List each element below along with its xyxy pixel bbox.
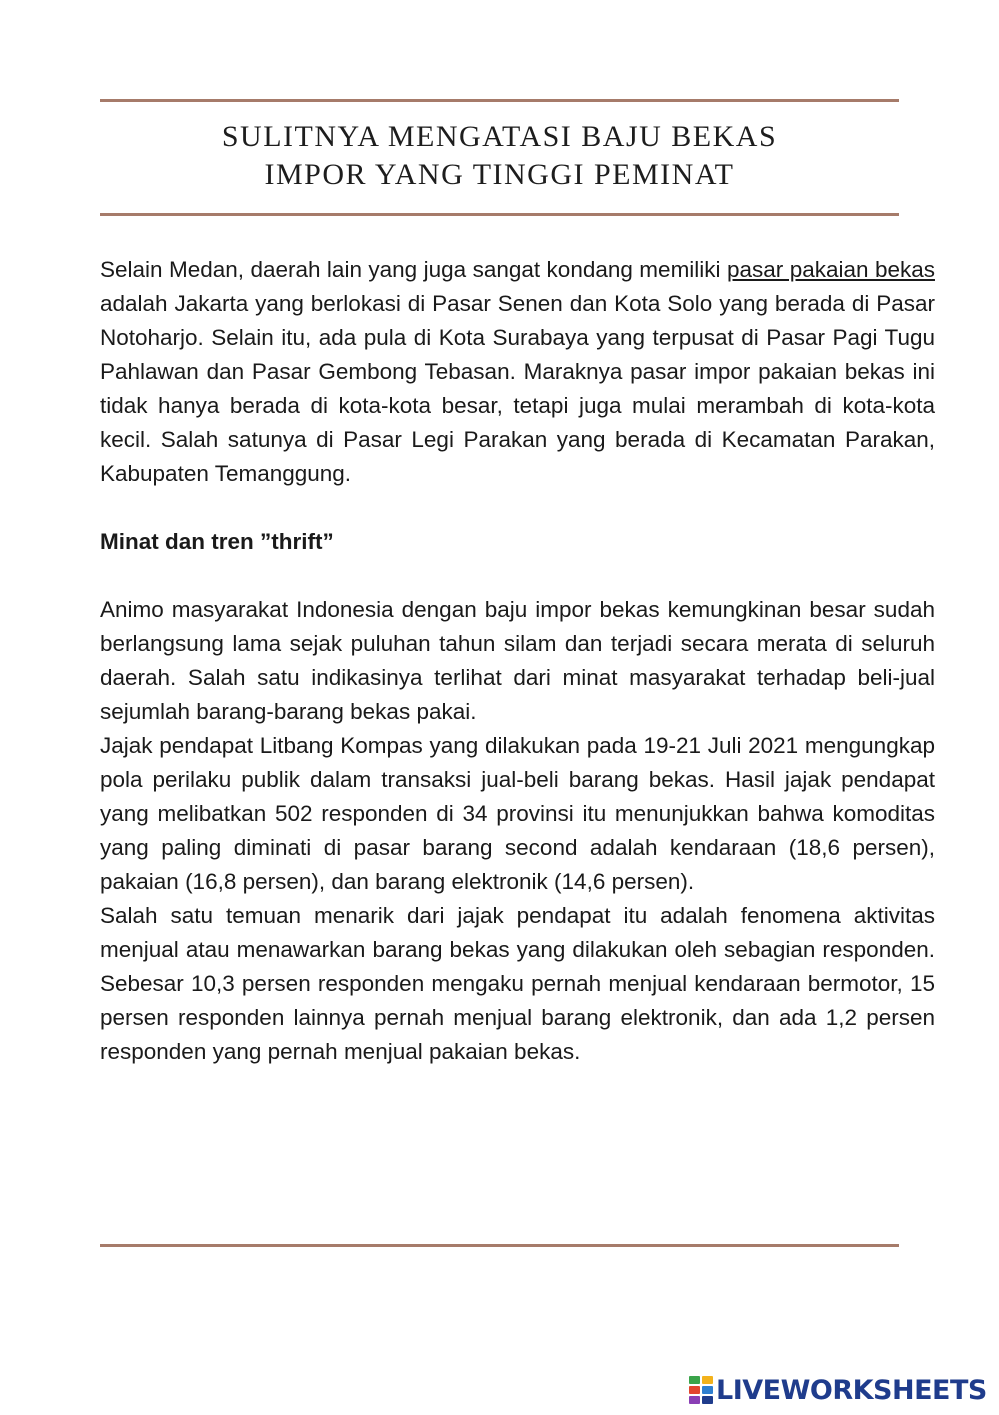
title-line-1: SULITNYA MENGATASI BAJU BEKAS (221, 120, 778, 153)
top-divider (100, 99, 899, 102)
title-divider (100, 213, 899, 216)
liveworksheets-logo-text: LIVEWORKSHEETS (716, 1374, 987, 1406)
liveworksheets-watermark (689, 1374, 987, 1406)
bottom-divider (100, 1244, 899, 1247)
liveworksheets-logo-icon (689, 1376, 713, 1404)
intro-text-before-link: Selain Medan, daerah lain yang juga sangat kondang memiliki (100, 257, 727, 282)
article-body (100, 253, 935, 1069)
pasar-pakaian-bekas-link[interactable]: pasar pakaian bekas (726, 257, 935, 282)
paragraph-jajak-pendapat: Jajak pendapat Litbang Kompas yang dilakukan pada 19-21 Juli 2021 mengungkap pola perilaku publik dalam transaksi jual-beli barang bekas. Hasil jajak pendapat yang melibatkan 502 responden di 34 provinsi itu menunjukkan bahwa komoditas yang paling diminati di pasar barang second adalah kendaraan (18,6 persen), pakaian (16,8 persen), dan barang elektronik (14,6 persen). (100, 733, 935, 894)
section-heading: Minat dan tren ”thrift” (100, 529, 334, 554)
intro-text-after-link: adalah Jakarta yang berlokasi di Pasar Senen dan Kota Solo yang berada di Pasar Notoharjo. Selain itu, ada pula di Kota Surabaya yang terpusat di Pasar Pagi Tugu Pahlawan dan Pasar Gembong Tebasan. Maraknya pasar impor pakaian bekas ini tidak hanya berada di kota-kota besar, tetapi juga mulai merambah di kota-kota kecil. Salah satunya di Pasar Legi Parakan yang berada di Kecamatan Parakan, Kabupaten Temanggung. (100, 291, 935, 486)
intro-paragraph (100, 253, 935, 491)
title-line-2: IMPOR YANG TINGGI PEMINAT (264, 158, 735, 191)
document-title (100, 118, 899, 194)
paragraph-animo: Animo masyarakat Indonesia dengan baju impor bekas kemungkinan besar sudah berlangsung lama sejak puluhan tahun silam dan terjadi secara merata di seluruh daerah. Salah satu indikasinya terlihat dari minat masyarakat terhadap beli-jual sejumlah barang-barang bekas pakai. (100, 597, 935, 724)
paragraph-temuan: Salah satu temuan menarik dari jajak pendapat itu adalah fenomena aktivitas menjual atau menawarkan barang bekas yang dilakukan oleh sebagian responden. Sebesar 10,3 persen responden mengaku pernah menjual kendaraan bermotor, 15 persen responden lainnya pernah menjual barang elektronik, dan ada 1,2 persen responden yang pernah menjual pakaian bekas. (100, 903, 935, 1064)
